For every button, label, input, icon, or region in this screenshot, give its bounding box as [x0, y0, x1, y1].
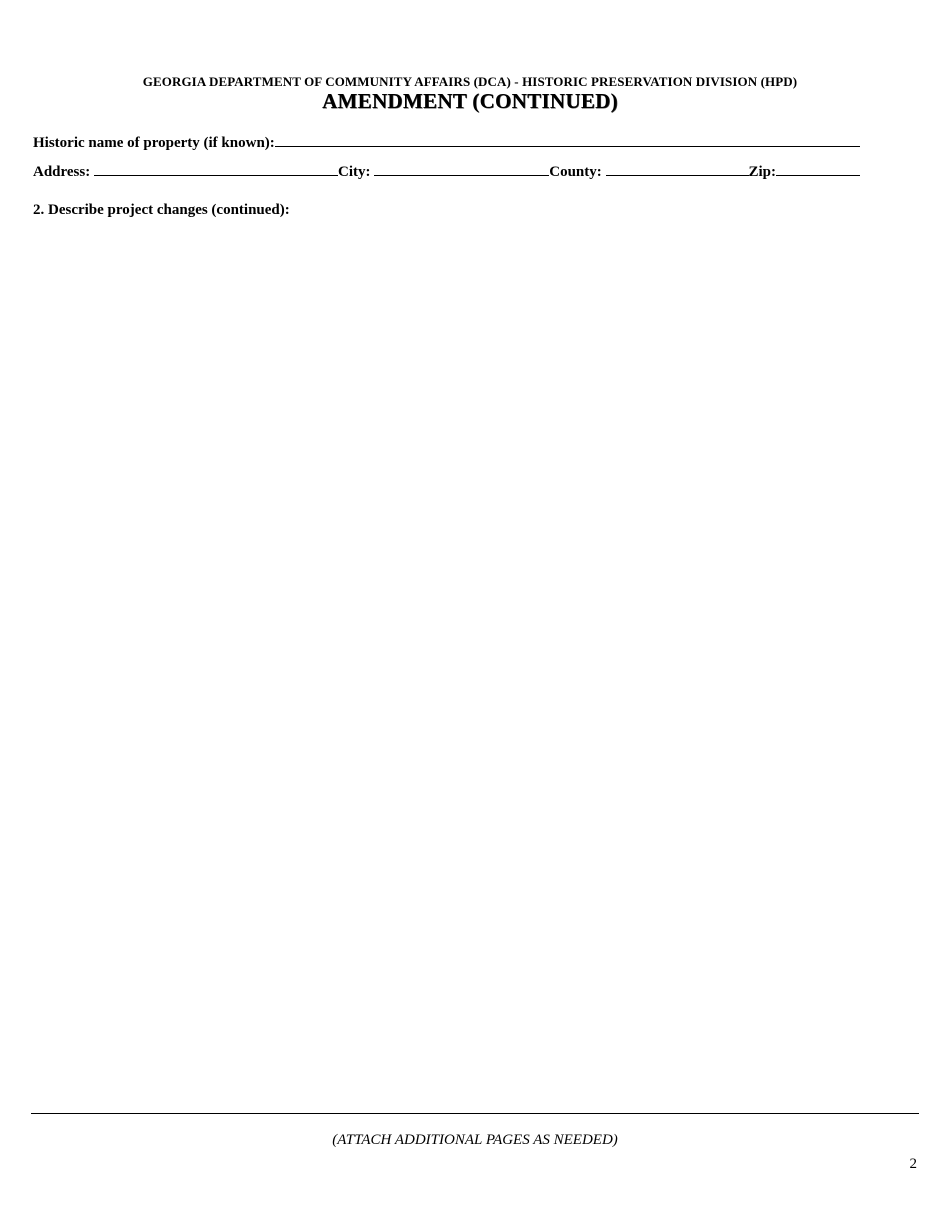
zip-label: Zip: — [748, 164, 777, 180]
address-field[interactable] — [94, 161, 338, 176]
historic-name-row — [33, 132, 860, 152]
county-label: County: — [549, 164, 602, 180]
zip-field[interactable] — [776, 161, 860, 176]
historic-name-field[interactable] — [275, 132, 860, 147]
section-2-label: 2. Describe project changes (continued): — [33, 202, 290, 218]
page-number: 2 — [909, 1156, 917, 1172]
address-label: Address: — [33, 164, 91, 180]
agency-header: GEORGIA DEPARTMENT OF COMMUNITY AFFAIRS (DCA) - HISTORIC PRESERVATION DIVISION (HPD) — [142, 74, 798, 89]
county-field[interactable] — [606, 161, 749, 176]
project-changes-text-area[interactable] — [33, 228, 918, 1098]
historic-name-label: Historic name of property (if known): — [33, 135, 275, 151]
attach-pages-note: (ATTACH ADDITIONAL PAGES AS NEEDED) — [332, 1132, 618, 1148]
city-label: City: — [337, 164, 371, 180]
city-field[interactable] — [374, 161, 549, 176]
footer-divider — [31, 1113, 919, 1114]
form-title: AMENDMENT (CONTINUED) — [322, 89, 618, 113]
address-row — [33, 161, 860, 181]
